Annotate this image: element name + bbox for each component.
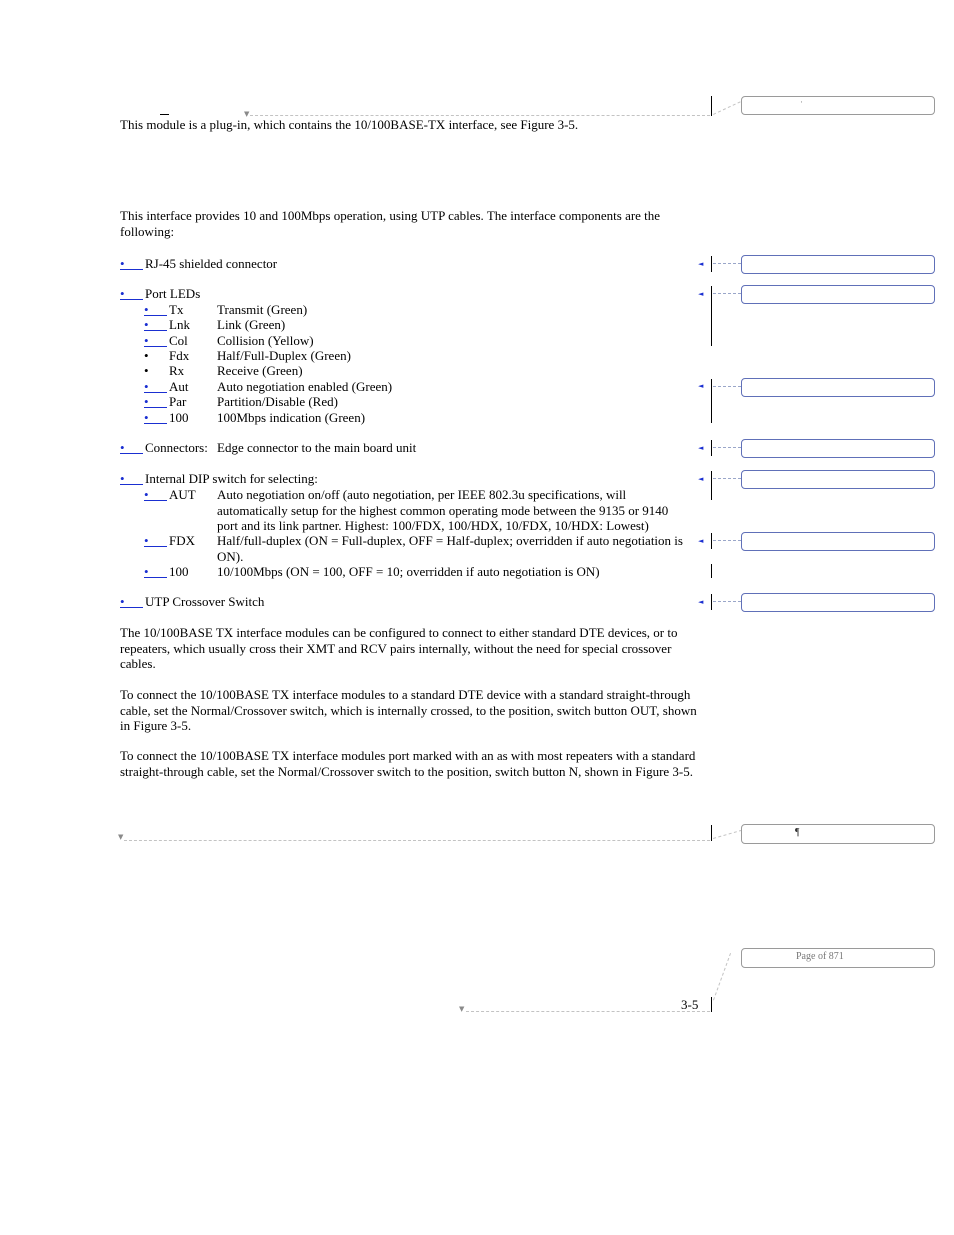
- led-code-aut: Aut: [169, 379, 189, 394]
- dip-anchor-arrow-icon: ◄: [698, 475, 704, 483]
- bullet-dip-100: •: [144, 564, 167, 578]
- led-code-col: Col: [169, 333, 188, 348]
- bullet-port-leds: •: [120, 286, 143, 300]
- intro-text: This module is a plug-in, which contains the 10/100BASE-TX interface, see Figure 3-5.: [120, 117, 579, 132]
- comment-balloon-dip[interactable]: [741, 470, 935, 489]
- rj45-leader: [713, 263, 741, 264]
- led-desc-par: Partition/Disable (Red): [217, 394, 338, 409]
- bullet-led-par: •: [144, 394, 167, 408]
- comment-balloon-connectors[interactable]: [741, 439, 935, 458]
- item-port-leds: Port LEDs: [145, 286, 201, 301]
- leds-leader: [713, 293, 741, 294]
- connectors-leader: [713, 447, 741, 448]
- top-anchor-arrow-icon: ▼: [244, 110, 250, 118]
- aut-anchor-arrow-icon: ◄: [698, 382, 704, 390]
- item-connectors-label: Connectors:: [145, 440, 208, 455]
- led-desc-100: 100Mbps indication (Green): [217, 410, 366, 425]
- led-code-100: 100: [169, 410, 189, 425]
- paragraph-straight-through: To connect the 10/100BASE TX interface modules to a standard DTE device with a standard straight-through cable, set the Normal/Crossover switch, which is internally crossed, to the position, switch button OUT, shown in Figure 3-5.: [120, 687, 697, 733]
- footer-anchor-arrow-icon: ▼: [459, 1005, 465, 1013]
- page-number: 3-5: [681, 997, 699, 1012]
- dip-code-100: 100: [169, 564, 189, 579]
- dip-desc-aut: Auto negotiation on/off (auto negotiation, per IEEE 802.3u specifications, will automatically setup for the highest common operating mode between the 9135 or 9140 port and its link partner. Highest: 100/FDX, 100/HDX, 10/FDX, 10/HDX: Lowest): [217, 487, 669, 533]
- change-bar-fdx: [711, 533, 712, 549]
- bottom-balloon-leader: [713, 830, 742, 839]
- comment-balloon-pilcrow[interactable]: [741, 824, 935, 844]
- led-desc-rx: Receive (Green): [217, 363, 303, 378]
- item-rj45: RJ-45 shielded connector: [145, 256, 278, 271]
- dip-code-fdx: FDX: [169, 533, 196, 548]
- change-bar-rj45: [711, 256, 712, 272]
- change-bar-bottom: [711, 825, 712, 841]
- led-desc-col: Collision (Yellow): [217, 333, 314, 348]
- led-code-rx: Rx: [169, 363, 185, 378]
- dip-desc-100: 10/100Mbps (ON = 100, OFF = 10; overridden if auto negotiation is ON): [217, 564, 600, 579]
- item-connectors-desc: Edge connector to the main board unit: [217, 440, 417, 455]
- bullet-utp: •: [120, 594, 143, 608]
- paragraph-repeater-port: To connect the 10/100BASE TX interface modules port marked with an as with most repeaters with a standard straight-through cable, set the Normal/Crossover switch to the position, switch button N, shown in Figure 3-5.: [120, 748, 696, 779]
- bullet-led-100: •: [144, 410, 167, 424]
- comment-balloon-leds[interactable]: [741, 285, 935, 304]
- pilcrow-mark: ¶: [795, 827, 800, 838]
- top-balloon-leader: [713, 101, 741, 115]
- change-bar-footer: [711, 997, 712, 1012]
- utp-anchor-arrow-icon: ◄: [698, 598, 704, 606]
- bottom-dash-line: [124, 840, 710, 841]
- fdx-leader: [713, 540, 741, 541]
- bullet-led-aut: •: [144, 379, 167, 393]
- page-count-text: Page of 871: [796, 951, 844, 962]
- comment-balloon-aut[interactable]: [741, 378, 935, 397]
- comment-balloon-top[interactable]: [741, 96, 935, 115]
- change-bar-connectors: [711, 440, 712, 456]
- change-bar-aut: [711, 379, 712, 423]
- item-utp-crossover: UTP Crossover Switch: [145, 594, 265, 609]
- bullet-connectors: •: [120, 440, 143, 454]
- bullet-led-lnk: •: [144, 317, 167, 331]
- bullet-rj45: •: [120, 256, 143, 270]
- leds-anchor-arrow-icon: ◄: [698, 290, 704, 298]
- change-bar-utp: [711, 594, 712, 610]
- change-bar-top: [711, 96, 712, 116]
- led-desc-tx: Transmit (Green): [217, 302, 308, 317]
- bullet-dip-fdx: •: [144, 533, 167, 547]
- connectors-anchor-arrow-icon: ◄: [698, 444, 704, 452]
- utp-leader: [713, 601, 741, 602]
- comment-balloon-utp[interactable]: [741, 593, 935, 612]
- footer-dash-line: [466, 1011, 710, 1012]
- top-dash-line: [250, 115, 710, 116]
- top-underline-mark: [160, 114, 169, 115]
- dip-leader: [713, 478, 741, 479]
- bullet-led-fdx: •: [144, 348, 149, 363]
- bottom-anchor-arrow-icon: ▼: [118, 833, 124, 841]
- led-code-lnk: Lnk: [169, 317, 190, 332]
- led-code-par: Par: [169, 394, 187, 409]
- aut-leader: [713, 386, 741, 387]
- interface-description: This interface provides 10 and 100Mbps operation, using UTP cables. The interface components are the following:: [120, 208, 661, 239]
- led-desc-aut: Auto negotiation enabled (Green): [217, 379, 393, 394]
- page-count-balloon[interactable]: [741, 948, 935, 968]
- dip-desc-fdx: Half/full-duplex (ON = Full-duplex, OFF = Half-duplex; overridden if auto negotiation is ON).: [217, 533, 683, 564]
- rj45-anchor-arrow-icon: ◄: [698, 260, 704, 268]
- led-code-fdx: Fdx: [169, 348, 190, 363]
- item-dip-switch: Internal DIP switch for selecting:: [145, 471, 318, 486]
- change-bar-dip: [711, 471, 712, 500]
- bullet-led-rx: •: [144, 363, 149, 378]
- page-balloon-leader: [713, 953, 731, 1000]
- change-bar-leds: [711, 286, 712, 346]
- paragraph-dte-repeaters: The 10/100BASE TX interface modules can be configured to connect to either standard DTE devices, or to repeaters, which usually cross their XMT and RCV pairs internally, without the need for special crossover cables.: [120, 625, 678, 671]
- led-code-tx: Tx: [169, 302, 184, 317]
- bullet-led-col: •: [144, 333, 167, 347]
- comment-balloon-rj45[interactable]: [741, 255, 935, 274]
- balloon-top-mark: ·: [800, 97, 803, 107]
- fdx-anchor-arrow-icon: ◄: [698, 537, 704, 545]
- bullet-dip: •: [120, 471, 143, 485]
- bullet-dip-aut: •: [144, 487, 167, 501]
- led-desc-fdx: Half/Full-Duplex (Green): [217, 348, 351, 363]
- dip-code-aut: AUT: [169, 487, 196, 502]
- comment-balloon-fdx[interactable]: [741, 532, 935, 551]
- led-desc-lnk: Link (Green): [217, 317, 286, 332]
- bullet-led-tx: •: [144, 302, 167, 316]
- change-bar-dip100: [711, 564, 712, 578]
